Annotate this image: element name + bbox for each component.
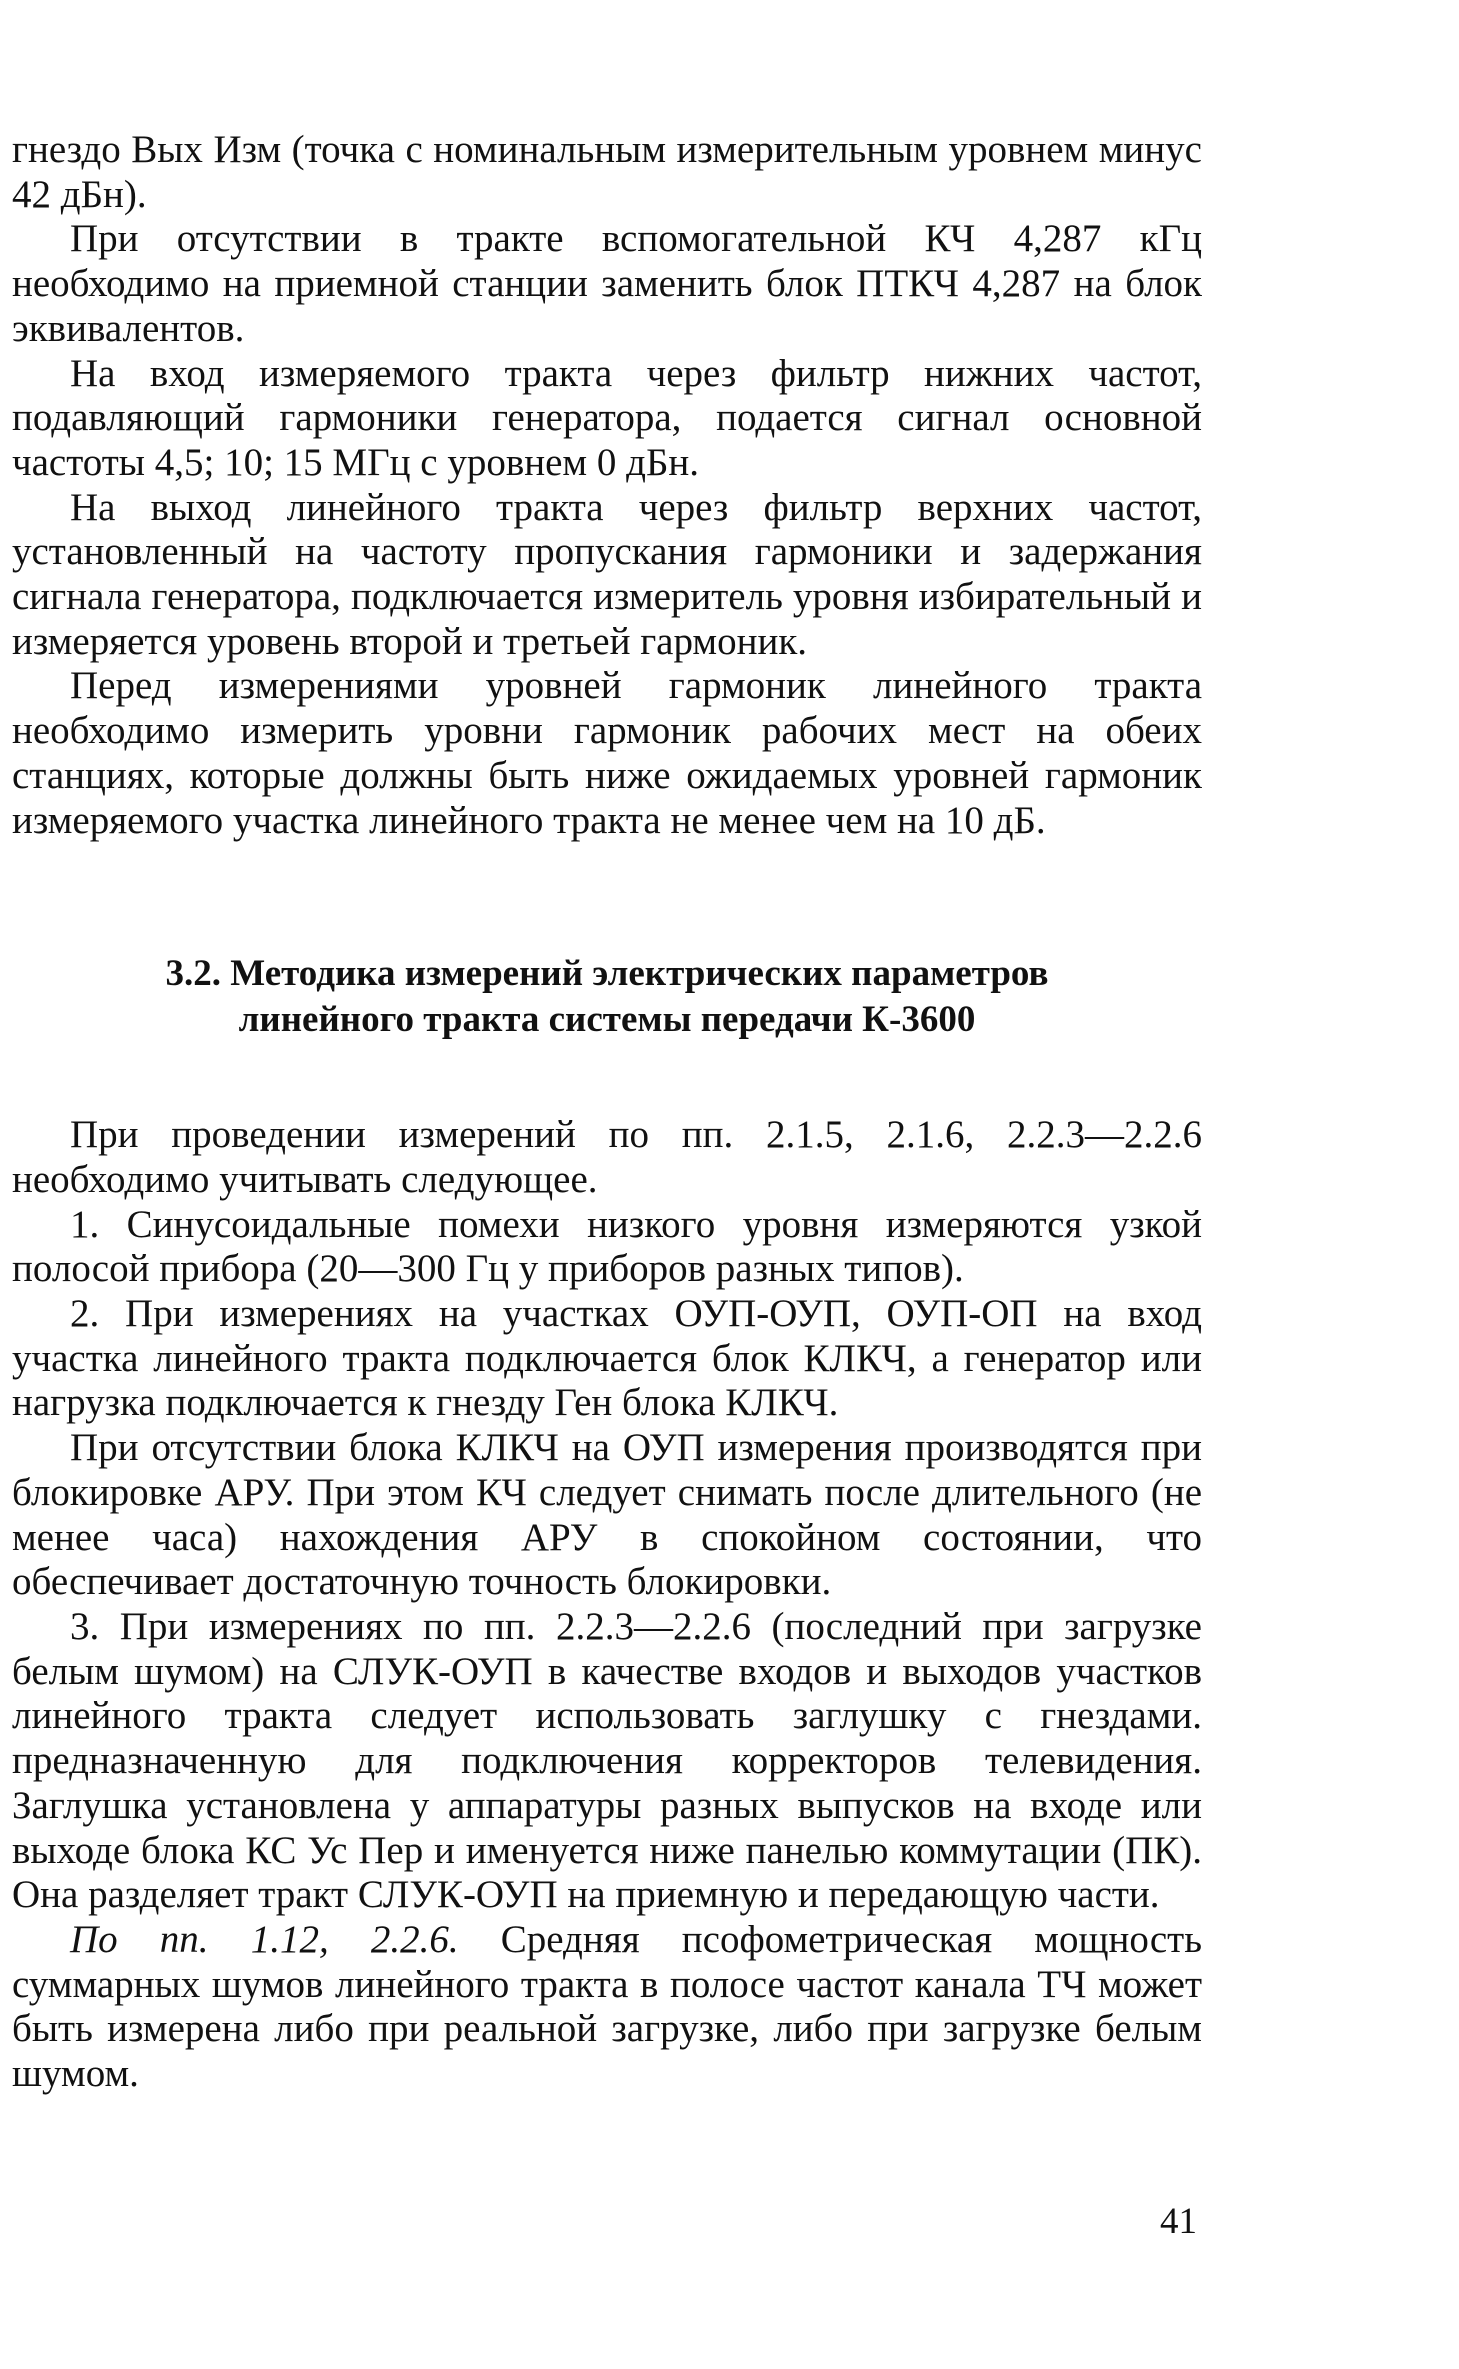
paragraph-input-signal: На вход измеряемого тракта через фильтр нижних частот, подавляющий гармоники генератора, подается сигнал основной частоты 4,5; 10; 15 МГц с уровнем 0 дБн.	[12, 351, 1202, 484]
paragraph-item-1: 1. Синусоидальные помехи низкого уровня измеряются узкой полосой прибора (20—300 Гц у приборов разных типов).	[12, 1202, 1202, 1291]
section-heading-line-1: 3.2. Методика измерений электрических параметров	[165, 953, 1049, 995]
document-page	[12, 128, 1202, 2097]
paragraph-item-2: 2. При измерениях на участках ОУП-ОУП, ОУП-ОП на вход участка линейного тракта подключается блок КЛКЧ, а генератор или нагрузка подключается к гнезду Ген блока КЛКЧ.	[12, 1292, 1202, 1425]
paragraph-measurement-notes: При проведении измерений по пп. 2.1.5, 2.1.6, 2.2.3—2.2.6 необходимо учитывать следующее.	[12, 1113, 1202, 1201]
section-heading	[12, 951, 1202, 1043]
paragraph-auxiliary-frequency: При отсутствии в тракте вспомогательной КЧ 4,287 кГц необходимо на приемной станции заменить блок ПТКЧ 4,287 на блок эквивалентов.	[12, 217, 1202, 350]
paragraph-noise-power-text: Средняя псофометрическая мощность суммарных шумов линейного тракта в полосе частот канала ТЧ может быть измерена либо при реальной загрузке, либо при загрузке белым шумом.	[12, 1917, 1202, 2096]
paragraph-aru-blocking: При отсутствии блока КЛКЧ на ОУП измерения производятся при блокировке АРУ. При этом КЧ следует снимать после длительного (не менее часа) нахождения АРУ в спокойном состоянии, что обеспечивает достаточную точность блокировки.	[12, 1426, 1202, 1604]
paragraph-harmonics-preparation: Перед измерениями уровней гармоник линейного тракта необходимо измерить уровни гармоник рабочих мест на обеих станциях, которые должны быть ниже ожидаемых уровней гармоник измеряемого участка линейного тракта не менее чем на 10 дБ.	[12, 664, 1202, 842]
section-heading-line-2: линейного тракта системы передачи К-3600	[238, 999, 976, 1041]
paragraph-output-measurement: На выход линейного тракта через фильтр верхних частот, установленный на частоту пропускания гармоники и задержания сигнала генератора, подключается измеритель уровня избирательный и измеряется уровень второй и третьей гармоник.	[12, 485, 1202, 663]
paragraph-continuation: гнездо Вых Изм (точка с номинальным измерительным уровнем минус 42 дБн).	[12, 128, 1202, 216]
paragraph-item-3: 3. При измерениях по пп. 2.2.3—2.2.6 (последний при загрузке белым шумом) на СЛУК-ОУП в качестве входов и выходов участков линейного тракта следует использовать заглушку с гнездами. предназначенную для подключения корректоров телевидения. Заглушка установлена у аппаратуры разных выпусков на входе или выходе блока КС Ус Пер и именуется ниже панелью коммутации (ПК). Она разделяет тракт СЛУК-ОУП на приемную и передающую части.	[12, 1604, 1202, 1917]
paragraph-noise-power	[12, 1918, 1202, 2097]
page-number: 41	[1160, 2201, 1197, 2242]
paragraph-reference-lead: По пп. 1.12, 2.2.6.	[70, 1917, 459, 1961]
